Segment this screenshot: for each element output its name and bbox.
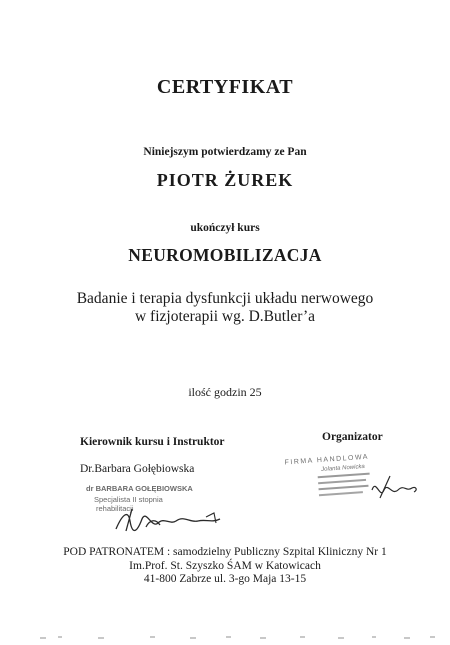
svg-text:rehabilitacji: rehabilitacji [96, 504, 134, 513]
completed-course-line: ukończył kurs [190, 222, 260, 234]
decorative-bottom-border [0, 634, 450, 642]
svg-text:dr BARBARA GOŁĘBIOWSKA: dr BARBARA GOŁĘBIOWSKA [86, 484, 193, 493]
svg-text:Specjalista II stopnia: Specjalista II stopnia [94, 495, 163, 504]
patronage-line: POD PATRONATEM : samodzielny Publiczny Szpital Kliniczny Nr 1 [63, 546, 387, 558]
svg-text:Jolanta Nowicka: Jolanta Nowicka [321, 463, 366, 473]
course-description [0, 290, 450, 326]
hours-line: ilość godzin 25 [188, 385, 262, 399]
confirmation-line: Niniejszym potwierdzamy ze Pan [143, 146, 307, 158]
organizer-heading: Organizator [322, 431, 383, 443]
participant-name: PIOTR ŻUREK [156, 170, 294, 190]
patronage-block [0, 546, 450, 587]
svg-text:FIRMA HANDLOWA: FIRMA HANDLOWA [284, 453, 370, 467]
patronage-line: 41-800 Zabrze ul. 3-go Maja 13-15 [143, 573, 307, 585]
instructor-heading: Kierownik kursu i Instruktor [80, 436, 225, 448]
course-description-line: Badanie i terapia dysfunkcji układu nerwowego [76, 290, 374, 307]
organizer-stamp-signature [280, 450, 425, 512]
instructor-name: Dr.Barbara Gołębiowska [80, 463, 195, 475]
patronage-line: Im.Prof. St. Szyszko ŚAM w Katowicach [129, 559, 321, 572]
certificate-title: CERTYFIKAT [156, 76, 294, 98]
course-name: NEUROMOBILIZACJA [128, 245, 322, 265]
instructor-stamp-signature [86, 479, 261, 537]
course-description-line: w fizjoterapii wg. D.Butler’a [134, 308, 316, 325]
